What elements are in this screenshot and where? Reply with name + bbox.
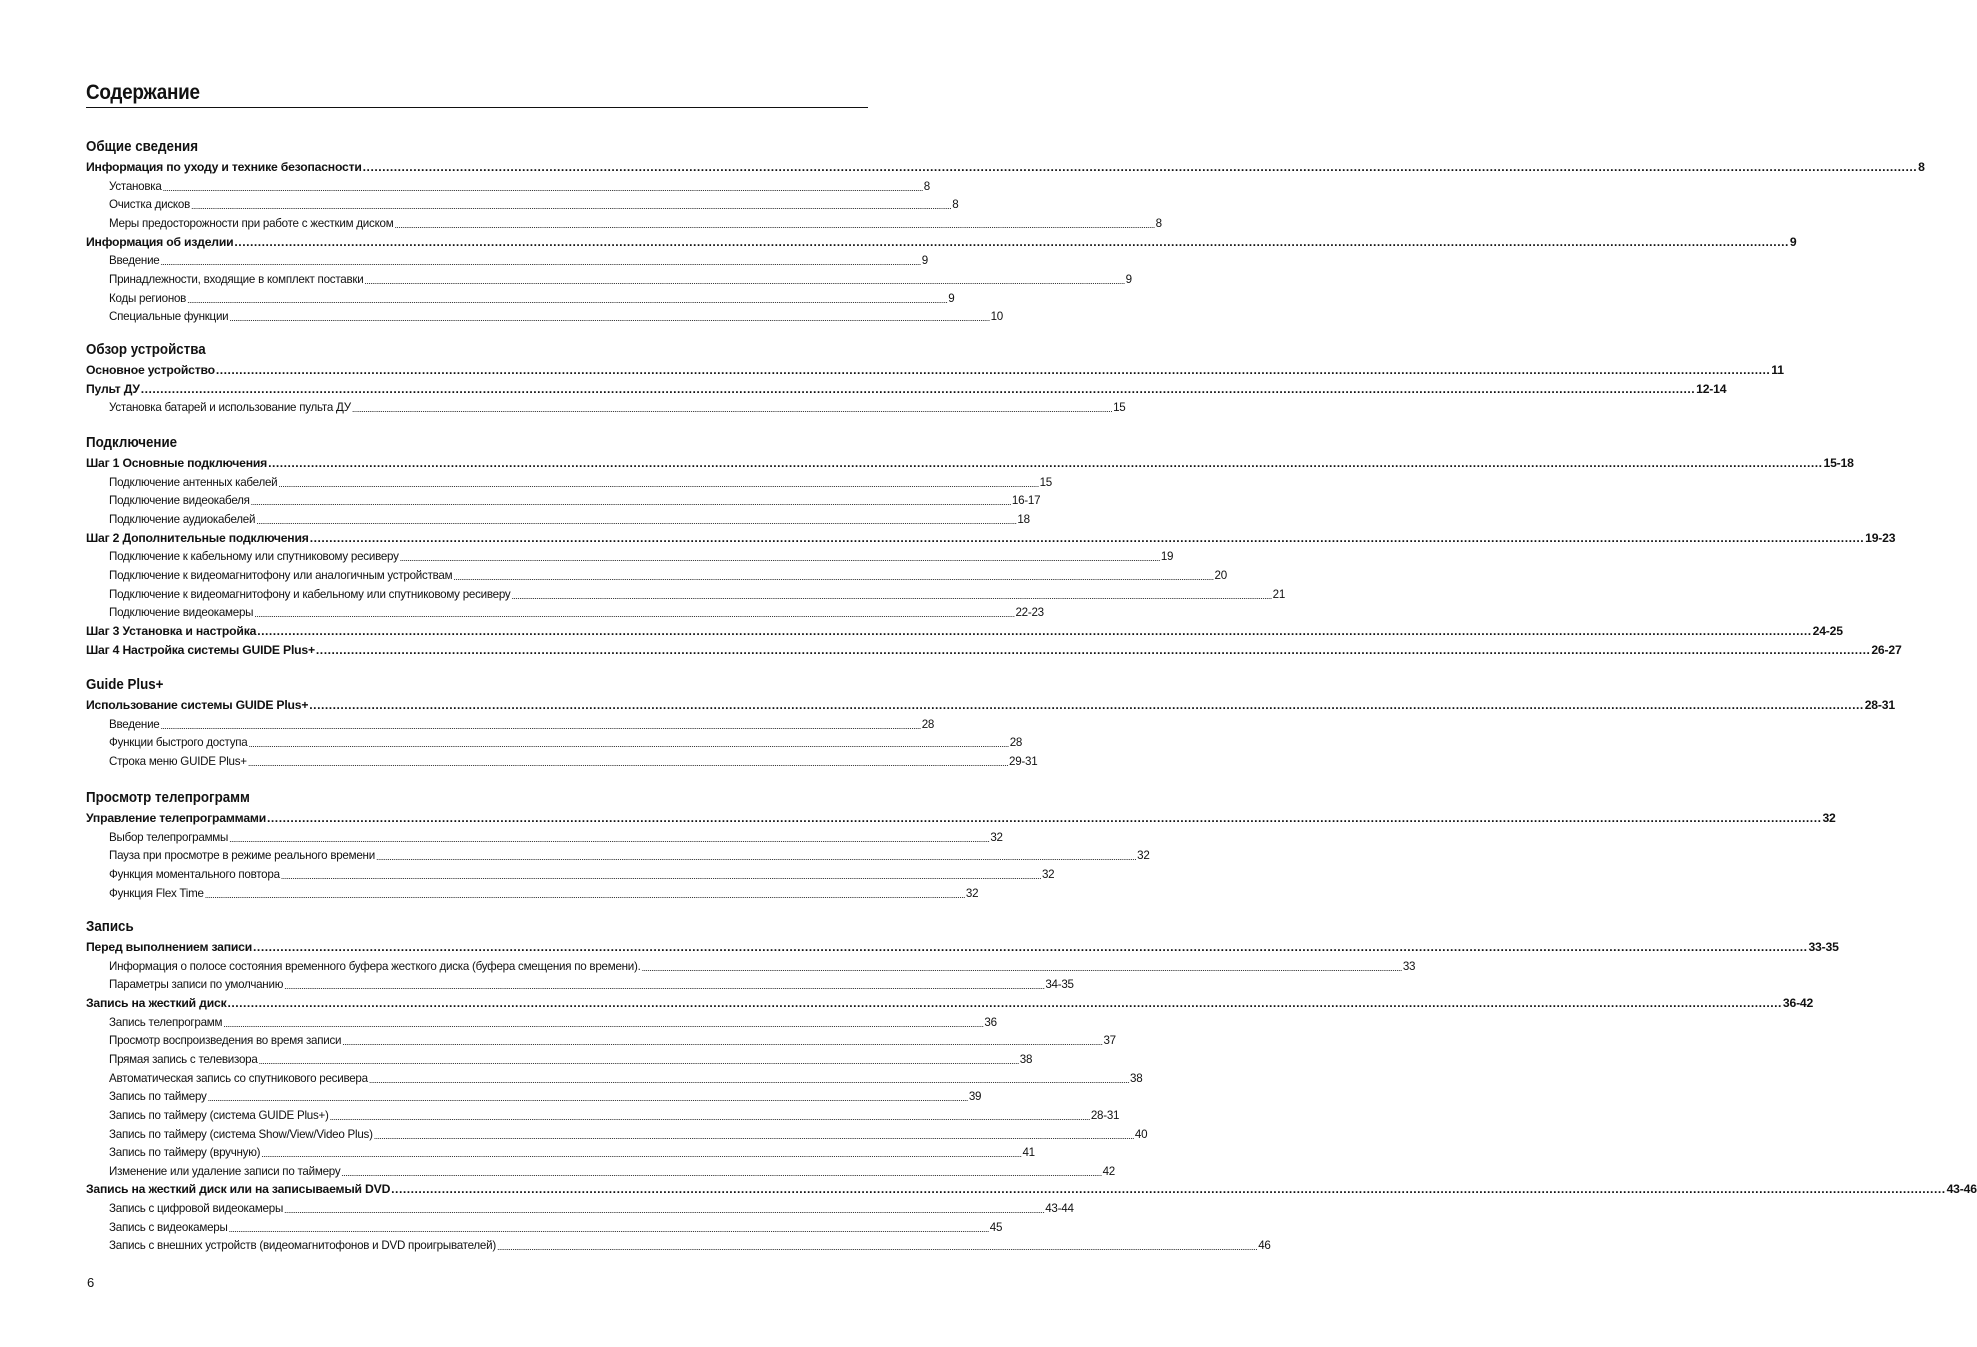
toc-entry bbox=[86, 620, 1843, 638]
toc-entry-label: Подключение видеокабеля bbox=[109, 494, 250, 508]
toc-entry-page: 43-46 bbox=[1946, 1182, 1977, 1197]
toc-entry-page: 9 bbox=[948, 291, 955, 305]
section-heading: Просмотр телепрограмм bbox=[86, 790, 250, 806]
toc-entry-label: Запись на жесткий диск bbox=[86, 995, 227, 1010]
toc-entry-page: 28 bbox=[1009, 736, 1023, 750]
toc-entry-label: Запись с видеокамеры bbox=[109, 1220, 228, 1234]
toc-entry-page: 42 bbox=[1102, 1164, 1115, 1178]
toc-entry-label: Шаг 1 Основные подключения bbox=[86, 456, 268, 470]
toc-entry-page: 34-35 bbox=[1045, 978, 1074, 992]
dot-leader: ................................................................................................................................................................................................................................................................................................................................................................................................................ bbox=[250, 497, 1011, 508]
toc-subentry bbox=[109, 564, 1227, 582]
toc-entry-page: 9 bbox=[1125, 272, 1132, 286]
toc-entry-label: Функция Flex Time bbox=[109, 886, 204, 900]
toc-entry-page: 15 bbox=[1039, 475, 1053, 489]
title-rule bbox=[86, 107, 868, 108]
toc-entry-page: 8 bbox=[1918, 160, 1925, 174]
toc-entry bbox=[86, 639, 1902, 657]
toc-entry-page: 8 bbox=[1155, 216, 1162, 230]
toc-subentry bbox=[109, 826, 1003, 844]
dot-leader: ................................................................................................................................................................................................................................................................................................................................................................................................................ bbox=[284, 981, 1045, 992]
toc-subentry bbox=[109, 268, 1132, 286]
toc-subentry bbox=[109, 601, 1044, 620]
toc-entry-label: Выбор телепрограммы bbox=[109, 830, 229, 844]
dot-leader: ................................................................................................................................................................................................................................................................................................................................................................................................................ bbox=[268, 456, 1823, 470]
dot-leader: ................................................................................................................................................................................................................................................................................................................................................................................................................ bbox=[309, 698, 1864, 712]
toc-entry-label: Автоматическая запись со спутникового ресивера bbox=[109, 1071, 368, 1085]
toc-entry-page: 12-14 bbox=[1696, 381, 1727, 396]
toc-entry-page: 21 bbox=[1272, 587, 1286, 601]
toc-entry-page: 29-31 bbox=[1009, 754, 1038, 768]
toc-entry-label: Шаг 3 Установка и настройка bbox=[86, 623, 257, 638]
toc-entry-label: Прямая запись с телевизора bbox=[109, 1052, 258, 1066]
toc-entry-page: 16-17 bbox=[1011, 494, 1041, 508]
toc-entry-page: 38 bbox=[1130, 1071, 1143, 1085]
toc-subentry bbox=[109, 1141, 1035, 1160]
toc-entry-label: Шаг 4 Настройка системы GUIDE Plus+ bbox=[86, 642, 315, 657]
toc-entry-label: Строка меню GUIDE Plus+ bbox=[109, 754, 247, 768]
toc-entry-page: 28-31 bbox=[1864, 698, 1895, 712]
dot-leader: ................................................................................................................................................................................................................................................................................................................................................................................................................ bbox=[228, 1223, 989, 1234]
dot-leader: ................................................................................................................................................................................................................................................................................................................................................................................................................ bbox=[191, 201, 952, 212]
toc-entry-label: Подключение к кабельному или спутниковому ресиверу bbox=[109, 550, 399, 564]
toc-entry-label: Запись по таймеру (система Show/View/Video Plus) bbox=[109, 1127, 373, 1141]
toc-entry-page: 28-31 bbox=[1090, 1108, 1120, 1122]
toc-entry-page: 8 bbox=[952, 198, 959, 212]
dot-leader: ................................................................................................................................................................................................................................................................................................................................................................................................................ bbox=[227, 995, 1782, 1010]
toc-entry-label: Введение bbox=[109, 254, 160, 268]
toc-entry-page: 20 bbox=[1214, 568, 1227, 582]
toc-subentry bbox=[109, 1085, 982, 1104]
toc-subentry bbox=[109, 508, 1030, 526]
toc-entry-page: 22-23 bbox=[1015, 606, 1044, 620]
toc-entry-page: 32 bbox=[990, 830, 1003, 844]
toc-subentry bbox=[109, 1234, 1271, 1253]
toc-subentry bbox=[109, 863, 1055, 881]
dot-leader: ................................................................................................................................................................................................................................................................................................................................................................................................................ bbox=[315, 642, 1871, 657]
toc-entry bbox=[86, 156, 1925, 174]
dot-leader: ................................................................................................................................................................................................................................................................................................................................................................................................................ bbox=[453, 571, 1214, 582]
toc-subentry bbox=[109, 1160, 1115, 1178]
section-heading: Guide Plus+ bbox=[86, 677, 164, 693]
dot-leader: ................................................................................................................................................................................................................................................................................................................................................................................................................ bbox=[140, 381, 1696, 396]
toc-entry-label: Информация о полосе состояния временного буфера жесткого диска (буфера смещения по времени). bbox=[109, 959, 641, 973]
toc-subentry bbox=[109, 287, 955, 305]
dot-leader: ................................................................................................................................................................................................................................................................................................................................................................................................................ bbox=[258, 1055, 1019, 1066]
dot-leader: ................................................................................................................................................................................................................................................................................................................................................................................................................ bbox=[342, 1037, 1103, 1048]
toc-entry bbox=[86, 452, 1854, 470]
dot-leader: ................................................................................................................................................................................................................................................................................................................................................................................................................ bbox=[160, 720, 921, 731]
toc-subentry bbox=[109, 713, 935, 731]
toc-subentry bbox=[109, 973, 1074, 992]
toc-entry-label: Меры предосторожности при работе с жестким диском bbox=[109, 216, 394, 230]
toc-subentry bbox=[109, 844, 1150, 863]
toc-entry bbox=[86, 694, 1895, 712]
dot-leader: ................................................................................................................................................................................................................................................................................................................................................................................................................ bbox=[247, 757, 1009, 768]
toc-entry-label: Информация по уходу и технике безопасности bbox=[86, 160, 362, 174]
section-heading: Запись bbox=[86, 919, 134, 935]
toc-entry-page: 38 bbox=[1019, 1052, 1033, 1066]
dot-leader: ................................................................................................................................................................................................................................................................................................................................................................................................................ bbox=[267, 811, 1822, 825]
toc-entry-label: Очистка дисков bbox=[109, 198, 190, 212]
toc-subentry bbox=[109, 583, 1286, 601]
toc-subentry bbox=[109, 1216, 1003, 1234]
dot-leader: ................................................................................................................................................................................................................................................................................................................................................................................................................ bbox=[496, 1242, 1258, 1253]
toc-entry-label: Подключение антенных кабелей bbox=[109, 475, 278, 489]
toc-subentry bbox=[109, 212, 1162, 230]
toc-entry-page: 36-42 bbox=[1782, 995, 1814, 1010]
toc-subentry bbox=[109, 489, 1041, 508]
toc-entry-page: 8 bbox=[923, 179, 930, 193]
dot-leader: ................................................................................................................................................................................................................................................................................................................................................................................................................ bbox=[364, 275, 1125, 286]
section-heading: Обзор устройства bbox=[86, 342, 206, 358]
dot-leader: ................................................................................................................................................................................................................................................................................................................................................................................................................ bbox=[229, 833, 990, 844]
toc-entry-page: 46 bbox=[1258, 1239, 1271, 1253]
page-number: 6 bbox=[87, 1275, 95, 1290]
dot-leader: ................................................................................................................................................................................................................................................................................................................................................................................................................ bbox=[329, 1111, 1090, 1122]
toc-entry-page: 32 bbox=[1822, 811, 1836, 825]
toc-entry-page: 28 bbox=[921, 717, 935, 731]
toc-entry-page: 45 bbox=[989, 1220, 1003, 1234]
toc-entry-page: 19-23 bbox=[1865, 530, 1896, 545]
dot-leader: ................................................................................................................................................................................................................................................................................................................................................................................................................ bbox=[362, 160, 1918, 174]
toc-entry bbox=[86, 378, 1727, 396]
toc-entry-label: Функция моментального повтора bbox=[109, 867, 280, 881]
toc-subentry bbox=[109, 305, 1004, 324]
toc-entry-page: 11 bbox=[1771, 363, 1784, 377]
toc-entry-label: Подключение к видеомагнитофону или аналогичным устройствам bbox=[109, 568, 453, 582]
dot-leader: ................................................................................................................................................................................................................................................................................................................................................................................................................ bbox=[280, 870, 1041, 881]
dot-leader: ................................................................................................................................................................................................................................................................................................................................................................................................................ bbox=[394, 219, 1155, 230]
dot-leader: ................................................................................................................................................................................................................................................................................................................................................................................................................ bbox=[373, 1130, 1134, 1141]
toc-entry-label: Просмотр воспроизведения во время записи bbox=[109, 1034, 342, 1048]
dot-leader: ................................................................................................................................................................................................................................................................................................................................................................................................................ bbox=[254, 609, 1015, 620]
section-heading: Общие сведения bbox=[86, 139, 198, 155]
toc-entry-label: Запись по таймеру (система GUIDE Plus+) bbox=[109, 1108, 329, 1122]
toc-entry-label: Запись с цифровой видеокамеры bbox=[109, 1202, 284, 1216]
toc-entry-page: 43-44 bbox=[1045, 1202, 1074, 1216]
toc-entry-page: 26-27 bbox=[1871, 642, 1902, 657]
toc-entry-label: Коды регионов bbox=[109, 291, 187, 305]
toc-entry-label: Установка батарей и использование пульта ДУ bbox=[109, 401, 351, 415]
toc-entry-label: Информация об изделии bbox=[86, 234, 234, 249]
toc-entry-page: 24-25 bbox=[1812, 623, 1843, 638]
toc-entry-label: Изменение или удаление записи по таймеру bbox=[109, 1164, 341, 1178]
toc-entry-page: 15 bbox=[1113, 401, 1126, 415]
dot-leader: ................................................................................................................................................................................................................................................................................................................................................................................................................ bbox=[234, 234, 1789, 249]
toc-entry-label: Запись по таймеру bbox=[109, 1090, 207, 1104]
toc-entry-label: Управление телепрограммами bbox=[86, 811, 267, 825]
toc-entry-label: Подключение видеокамеры bbox=[109, 606, 254, 620]
toc-subentry bbox=[109, 1029, 1116, 1048]
toc-subentry bbox=[109, 750, 1038, 768]
toc-subentry bbox=[109, 1011, 997, 1029]
toc-subentry bbox=[109, 471, 1053, 489]
toc-entry-page: 18 bbox=[1017, 512, 1030, 526]
toc-entry-label: Параметры записи по умолчанию bbox=[109, 978, 284, 992]
toc-entry-label: Подключение к видеомагнитофону и кабельному или спутниковому ресиверу bbox=[109, 587, 511, 601]
dot-leader: ................................................................................................................................................................................................................................................................................................................................................................................................................ bbox=[351, 404, 1113, 415]
toc-entry-page: 36 bbox=[984, 1015, 997, 1029]
toc-subentry bbox=[109, 249, 928, 268]
dot-leader: ................................................................................................................................................................................................................................................................................................................................................................................................................ bbox=[368, 1074, 1130, 1085]
dot-leader: ................................................................................................................................................................................................................................................................................................................................................................................................................ bbox=[256, 515, 1017, 526]
toc-entry bbox=[86, 359, 1784, 377]
dot-leader: ................................................................................................................................................................................................................................................................................................................................................................................................................ bbox=[223, 1018, 984, 1029]
toc-entry-page: 10 bbox=[990, 310, 1004, 324]
toc-entry-page: 19 bbox=[1160, 550, 1174, 564]
dot-leader: ................................................................................................................................................................................................................................................................................................................................................................................................................ bbox=[309, 530, 1865, 545]
toc-subentry bbox=[109, 193, 959, 212]
toc-entry-page: 9 bbox=[1789, 234, 1797, 249]
toc-entry-label: Шаг 2 Дополнительные подключения bbox=[86, 530, 309, 545]
toc-entry-page: 39 bbox=[968, 1090, 982, 1104]
toc-entry-label: Специальные функции bbox=[109, 310, 229, 324]
dot-leader: ................................................................................................................................................................................................................................................................................................................................................................................................................ bbox=[511, 590, 1272, 601]
toc-entry-page: 37 bbox=[1103, 1034, 1116, 1048]
dot-leader: ................................................................................................................................................................................................................................................................................................................................................................................................................ bbox=[229, 313, 990, 324]
toc-subentry bbox=[109, 1104, 1120, 1122]
toc-entry-label: Основное устройство bbox=[86, 363, 215, 377]
toc-entry bbox=[86, 992, 1814, 1010]
toc-entry bbox=[86, 807, 1836, 825]
dot-leader: ................................................................................................................................................................................................................................................................................................................................................................................................................ bbox=[215, 363, 1771, 377]
toc-entry-label: Запись с внешних устройств (видеомагнитофонов и DVD проигрывателей) bbox=[109, 1239, 496, 1253]
toc-entry-page: 9 bbox=[921, 254, 928, 268]
toc-subentry bbox=[109, 882, 979, 900]
toc-entry-page: 40 bbox=[1134, 1127, 1148, 1141]
toc-entry-label: Принадлежности, входящие в комплект поставки bbox=[109, 272, 364, 286]
toc-subentry bbox=[109, 1197, 1074, 1216]
toc-entry bbox=[86, 231, 1797, 249]
toc-subentry bbox=[109, 731, 1023, 750]
toc-subentry bbox=[109, 1067, 1143, 1085]
toc-subentry bbox=[109, 175, 930, 193]
toc-subentry bbox=[109, 1048, 1033, 1066]
toc-entry-page: 32 bbox=[965, 886, 979, 900]
page-title: Содержание bbox=[86, 81, 200, 104]
dot-leader: ................................................................................................................................................................................................................................................................................................................................................................................................................ bbox=[399, 553, 1160, 564]
dot-leader: ................................................................................................................................................................................................................................................................................................................................................................................................................ bbox=[160, 257, 921, 268]
dot-leader: ................................................................................................................................................................................................................................................................................................................................................................................................................ bbox=[391, 1182, 1946, 1197]
toc-entry-label: Запись по таймеру (вручную) bbox=[109, 1146, 261, 1160]
dot-leader: ................................................................................................................................................................................................................................................................................................................................................................................................................ bbox=[341, 1167, 1102, 1178]
toc-subentry bbox=[109, 545, 1174, 564]
dot-leader: ................................................................................................................................................................................................................................................................................................................................................................................................................ bbox=[162, 182, 923, 193]
dot-leader: ................................................................................................................................................................................................................................................................................................................................................................................................................ bbox=[284, 1205, 1045, 1216]
toc-entry-label: Запись телепрограмм bbox=[109, 1015, 223, 1029]
toc-subentry bbox=[109, 955, 1416, 973]
dot-leader: ................................................................................................................................................................................................................................................................................................................................................................................................................ bbox=[375, 852, 1137, 863]
toc-entry bbox=[86, 1178, 1977, 1197]
toc-entry-label: Подключение аудиокабелей bbox=[109, 512, 256, 526]
dot-leader: ................................................................................................................................................................................................................................................................................................................................................................................................................ bbox=[261, 1149, 1022, 1160]
section-heading: Подключение bbox=[86, 435, 178, 451]
toc-entry-label: Пульт ДУ bbox=[86, 381, 140, 396]
toc-entry-label: Функции быстрого доступа bbox=[109, 736, 248, 750]
toc-entry-page: 32 bbox=[1041, 867, 1055, 881]
dot-leader: ................................................................................................................................................................................................................................................................................................................................................................................................................ bbox=[204, 889, 965, 900]
dot-leader: ................................................................................................................................................................................................................................................................................................................................................................................................................ bbox=[257, 623, 1812, 638]
toc-entry-page: 32 bbox=[1137, 849, 1150, 863]
toc-entry-label: Запись на жесткий диск или на записываемый DVD bbox=[86, 1182, 391, 1197]
toc-entry-page: 33-35 bbox=[1808, 940, 1839, 954]
toc-entry-label: Введение bbox=[109, 717, 160, 731]
toc-entry bbox=[86, 527, 1896, 545]
toc-entry-label: Установка bbox=[109, 179, 162, 193]
dot-leader: ................................................................................................................................................................................................................................................................................................................................................................................................................ bbox=[641, 962, 1402, 973]
toc-entry-page: 41 bbox=[1022, 1146, 1035, 1160]
toc-subentry bbox=[109, 1123, 1148, 1141]
toc-entry bbox=[86, 936, 1839, 954]
dot-leader: ................................................................................................................................................................................................................................................................................................................................................................................................................ bbox=[253, 940, 1808, 954]
dot-leader: ................................................................................................................................................................................................................................................................................................................................................................................................................ bbox=[278, 478, 1039, 489]
dot-leader: ................................................................................................................................................................................................................................................................................................................................................................................................................ bbox=[187, 294, 948, 305]
toc-entry-label: Использование системы GUIDE Plus+ bbox=[86, 698, 309, 712]
dot-leader: ................................................................................................................................................................................................................................................................................................................................................................................................................ bbox=[248, 739, 1009, 750]
toc-entry-label: Перед выполнением записи bbox=[86, 940, 253, 954]
toc-entry-page: 33 bbox=[1402, 959, 1416, 973]
toc-subentry bbox=[109, 396, 1126, 415]
dot-leader: ................................................................................................................................................................................................................................................................................................................................................................................................................ bbox=[207, 1093, 968, 1104]
toc-entry-label: Пауза при просмотре в режиме реального времени bbox=[109, 849, 375, 863]
toc-entry-page: 15-18 bbox=[1823, 456, 1854, 470]
